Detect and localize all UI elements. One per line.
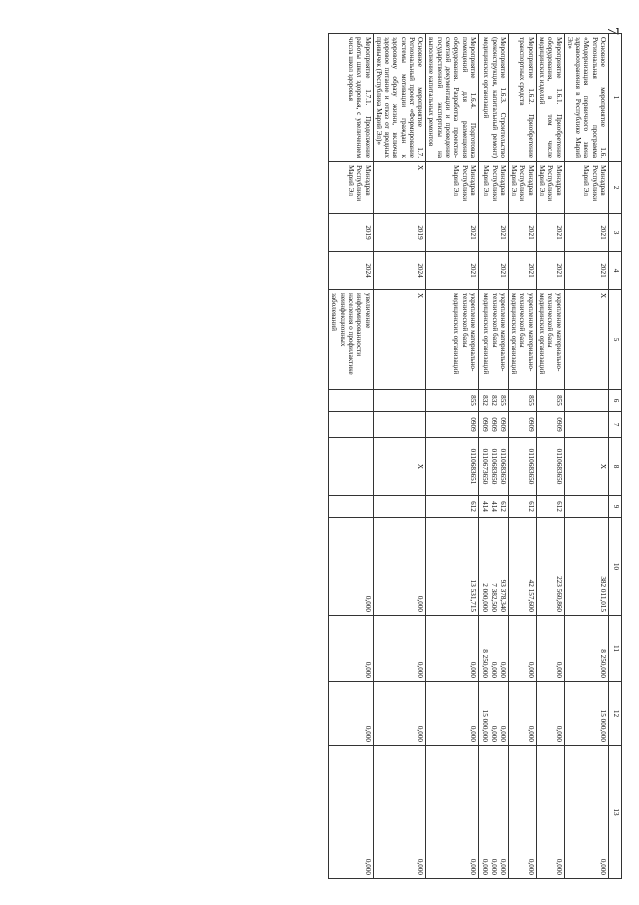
amount-federal [564, 616, 608, 682]
section-code-value: 0909 [526, 417, 535, 432]
column-header-4: 4 [609, 252, 622, 290]
table-row [329, 34, 373, 879]
target-article-code-value: 0110683650 [498, 448, 507, 485]
amount-federal-value: 0,000 [489, 661, 498, 678]
amount-total-value: 7 382,500 [489, 583, 498, 612]
responsible-executor: Минздрав Республики Марий Эл [329, 162, 373, 214]
target-article-code [329, 438, 373, 496]
page-number: 7 [604, 27, 621, 35]
amount-other-value: 0,000 [526, 725, 535, 742]
amount-federal [478, 616, 508, 682]
row-title: Мероприятие 1.7.1. Продолжение работы школ здоровья, с увеличением числа школ здоровья [329, 34, 373, 162]
start-year: 2019 [373, 214, 426, 252]
amount-extra [426, 746, 479, 879]
amount-federal-value: 8 250,000 [599, 649, 607, 678]
amount-federal-value: 0,000 [498, 661, 507, 678]
expected-result: укрепление материально-технической базы медицинских организаций [536, 290, 564, 390]
end-year: 2021 [536, 252, 564, 290]
amount-other-value: 0,000 [554, 725, 563, 742]
amount-extra [329, 746, 373, 879]
amount-total-value: 382 011,015 [599, 576, 607, 612]
amount-total-value: 0,000 [363, 595, 372, 612]
amount-extra-value: 0,000 [489, 858, 498, 875]
grbs-code [508, 390, 536, 412]
column-header-10: 10 [609, 518, 622, 616]
expected-result: укрепление материально-технической базы медицинских организаций [508, 290, 536, 390]
amount-extra-value: 0,000 [480, 858, 489, 875]
end-year: 2021 [508, 252, 536, 290]
header-row [609, 34, 622, 879]
row-title: Мероприятие 1.6.1. Приобретение оборудования, в том числе медицинских изделий [536, 34, 564, 162]
expense-type-code-value: 612 [526, 501, 535, 512]
amount-total-value: 2 000,000 [480, 583, 489, 612]
amount-total [564, 518, 608, 616]
expense-type-code-value [363, 499, 372, 514]
end-year: 2021 [564, 252, 608, 290]
responsible-executor: Минздрав Республики Марий Эл [536, 162, 564, 214]
expense-type-code [564, 496, 608, 518]
column-header-3: 3 [609, 214, 622, 252]
expense-type-code-value: 414 [480, 501, 489, 512]
end-year: 2024 [329, 252, 373, 290]
target-article-code-value: Х [599, 463, 607, 470]
expected-result: укрепление материально-технической базы медицинских организаций [426, 290, 479, 390]
column-header-13: 13 [609, 746, 622, 879]
amount-total [508, 518, 536, 616]
amount-federal-value: 8 250,000 [480, 649, 489, 678]
grbs-code [329, 390, 373, 412]
column-header-2: 2 [609, 162, 622, 214]
expected-result: укрепление материально-технической базы медицинских организаций [478, 290, 508, 390]
program-table [328, 33, 622, 879]
amount-federal [536, 616, 564, 682]
amount-extra-value: 0,000 [468, 858, 477, 875]
grbs-code [478, 390, 508, 412]
amount-other-value: 0,000 [468, 725, 477, 742]
amount-total-value: 93 378,340 [498, 579, 507, 612]
amount-extra [564, 746, 608, 879]
grbs-code-value [598, 393, 607, 408]
column-header-8: 8 [609, 438, 622, 496]
amount-total [478, 518, 508, 616]
amount-other [508, 682, 536, 746]
end-year: 2021 [478, 252, 508, 290]
start-year: 2021 [426, 214, 479, 252]
row-title: Мероприятие 1.6.2. Приобретение транспортных средств [508, 34, 536, 162]
expense-type-code-value: 612 [554, 501, 563, 512]
target-article-code-value: Х [416, 463, 425, 470]
expense-type-code [426, 496, 479, 518]
amount-extra-value: 0,000 [498, 858, 507, 875]
table-row [536, 34, 564, 879]
grbs-code-value: 855 [554, 395, 563, 406]
section-code-value: 0909 [489, 417, 498, 432]
grbs-code [536, 390, 564, 412]
table-row [478, 34, 508, 879]
grbs-code-value: 832 [489, 395, 498, 406]
grbs-code [373, 390, 426, 412]
target-article-code [536, 438, 564, 496]
section-code-value [363, 415, 372, 434]
target-article-code [373, 438, 426, 496]
expense-type-code [508, 496, 536, 518]
expense-type-code [329, 496, 373, 518]
column-header-11: 11 [609, 616, 622, 682]
amount-other [329, 682, 373, 746]
amount-other-value: 15 000,000 [480, 709, 489, 742]
expense-type-code-value [415, 499, 424, 514]
start-year: 2021 [564, 214, 608, 252]
section-code [508, 412, 536, 438]
responsible-executor: Минздрав Республики Марий Эл [478, 162, 508, 214]
expected-result: увеличение информированности населения о профилактике неинфекционных заболеваний [329, 290, 373, 390]
amount-extra-value: 0,000 [363, 858, 372, 875]
start-year: 2019 [329, 214, 373, 252]
section-code [478, 412, 508, 438]
amount-other-value: 0,000 [363, 725, 372, 742]
section-code [564, 412, 608, 438]
target-article-code [426, 438, 479, 496]
start-year: 2021 [478, 214, 508, 252]
amount-total-value: 42 157,600 [526, 579, 535, 612]
amount-other-value: 0,000 [498, 725, 507, 742]
target-article-code-value: 0110673650 [480, 448, 489, 485]
amount-total [426, 518, 479, 616]
column-header-9: 9 [609, 496, 622, 518]
amount-extra [373, 746, 426, 879]
expense-type-code-value [598, 499, 607, 514]
amount-extra-value: 0,000 [599, 858, 607, 875]
target-article-code-value: 0110683650 [554, 448, 563, 485]
table-row [564, 34, 608, 879]
amount-federal-value: 0,000 [363, 661, 372, 678]
responsible-executor: Минздрав Республики Марий Эл [508, 162, 536, 214]
amount-other [373, 682, 426, 746]
amount-federal [508, 616, 536, 682]
grbs-code-value [415, 393, 424, 408]
column-header-6: 6 [609, 390, 622, 412]
expense-type-code-value: 414 [489, 501, 498, 512]
rotated-table-container [122, 33, 622, 878]
section-code-value [598, 415, 607, 434]
expense-type-code-value: 612 [468, 501, 477, 512]
start-year: 2021 [508, 214, 536, 252]
target-article-code-value: 0110683650 [489, 448, 498, 485]
row-title: Мероприятие 1.6.3. Строительство (реконструкция, капитальный ремонт) медицинских организаций [478, 34, 508, 162]
amount-extra [478, 746, 508, 879]
section-code [426, 412, 479, 438]
grbs-code-value: 855 [498, 395, 507, 406]
amount-other [536, 682, 564, 746]
section-code [536, 412, 564, 438]
amount-extra-value: 0,000 [554, 858, 563, 875]
section-code-value: 0909 [554, 417, 563, 432]
row-title: Мероприятие 1.6.4. Подготовка помещений для размещения оборудования. Разработка проектно-сметной документации и проведение государственной экспертизы на выполнение капитальных ремонтов [426, 34, 479, 162]
amount-total-value: 0,000 [416, 595, 425, 612]
responsible-executor: Минздрав Республики Марий Эл [564, 162, 608, 214]
amount-total [329, 518, 373, 616]
end-year: 2024 [373, 252, 426, 290]
column-header-12: 12 [609, 682, 622, 746]
amount-extra [536, 746, 564, 879]
column-header-1: 1 [609, 34, 622, 162]
amount-other-value: 0,000 [489, 725, 498, 742]
responsible-executor: Минздрав Республики Марий Эл [426, 162, 479, 214]
amount-federal-value: 0,000 [416, 661, 425, 678]
amount-extra-value: 0,000 [526, 858, 535, 875]
amount-total [373, 518, 426, 616]
start-year: 2021 [536, 214, 564, 252]
grbs-code-value: 855 [526, 395, 535, 406]
target-article-code-value [363, 441, 372, 492]
amount-total-value: 13 531,715 [468, 579, 477, 612]
section-code [329, 412, 373, 438]
row-title: Основное мероприятие 1.6. Региональная программа «Модернизация первичного звена здравоохранения в Республике Марий Эл» [564, 34, 608, 162]
expected-result: Х [564, 290, 608, 390]
section-code-value: 0909 [498, 417, 507, 432]
row-title: Основное мероприятие 1.7. Региональный проект «Формирование системы мотивации граждан к здоровому образу жизни, включая здоровое питание и отказ от вредных привычек (Республика Марий Эл)» [373, 34, 426, 162]
expense-type-code [478, 496, 508, 518]
target-article-code [478, 438, 508, 496]
section-code-value: 0909 [468, 417, 477, 432]
table-row [373, 34, 426, 879]
table-body [329, 34, 609, 879]
table-row [426, 34, 479, 879]
expected-result: Х [373, 290, 426, 390]
section-code-value [415, 415, 424, 434]
grbs-code-value: 855 [468, 395, 477, 406]
amount-federal-value: 0,000 [468, 661, 477, 678]
expense-type-code [373, 496, 426, 518]
grbs-code [564, 390, 608, 412]
amount-federal [329, 616, 373, 682]
column-header-7: 7 [609, 412, 622, 438]
amount-other [478, 682, 508, 746]
amount-other [564, 682, 608, 746]
expense-type-code [536, 496, 564, 518]
amount-federal-value: 0,000 [554, 661, 563, 678]
expense-type-code-value: 612 [498, 501, 507, 512]
amount-federal [426, 616, 479, 682]
target-article-code [508, 438, 536, 496]
responsible-executor: Х [373, 162, 426, 214]
section-code [373, 412, 426, 438]
grbs-code [426, 390, 479, 412]
table-row [508, 34, 536, 879]
amount-total [536, 518, 564, 616]
end-year: 2021 [426, 252, 479, 290]
amount-extra [508, 746, 536, 879]
amount-other-value: 15 000,000 [599, 709, 607, 742]
amount-total-value: 223 560,860 [554, 576, 563, 612]
grbs-code-value [363, 393, 372, 408]
column-header-5: 5 [609, 290, 622, 390]
section-code-value: 0909 [480, 417, 489, 432]
amount-other [426, 682, 479, 746]
amount-federal [373, 616, 426, 682]
amount-federal-value: 0,000 [526, 661, 535, 678]
amount-other-value: 0,000 [416, 725, 425, 742]
target-article-code [564, 438, 608, 496]
amount-extra-value: 0,000 [416, 858, 425, 875]
grbs-code-value: 832 [480, 395, 489, 406]
target-article-code-value: 0110683651 [468, 448, 477, 485]
target-article-code-value: 0110683650 [526, 448, 535, 485]
